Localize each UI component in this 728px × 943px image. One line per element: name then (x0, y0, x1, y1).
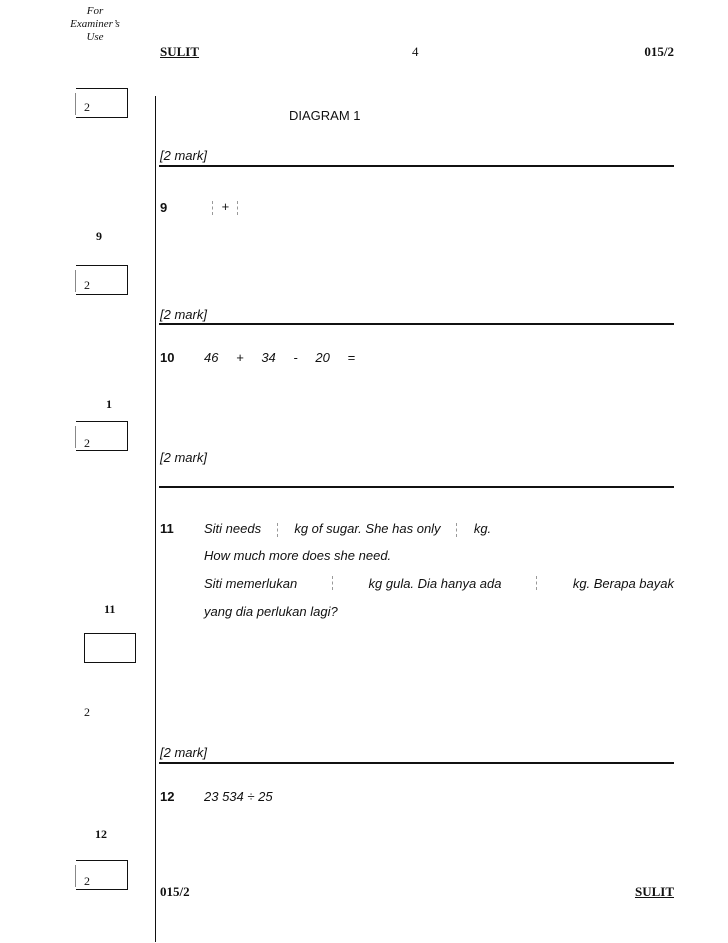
mark-label-3: [2 mark] (160, 450, 207, 465)
operator: - (293, 350, 298, 365)
margin-rule (155, 96, 156, 942)
header-sulit: SULIT (160, 44, 200, 59)
question-10-expression (204, 350, 355, 365)
text: Siti needs (204, 521, 262, 536)
mark-label-1: [2 mark] (160, 148, 207, 163)
question-9-expression (208, 199, 243, 215)
footer-paper-code: 015/2 (160, 884, 190, 899)
question-tag-9: 9 (96, 229, 102, 243)
answer-line-2 (159, 323, 674, 325)
answer-line-1 (159, 165, 674, 167)
question-tag-12: 12 (95, 827, 107, 841)
question-12-number: 12 (160, 789, 175, 804)
operand: 20 (315, 350, 330, 365)
text: kg gula. Dia hanya ada (368, 576, 502, 591)
score-box-4[interactable] (84, 633, 136, 663)
mark-label-2: [2 mark] (160, 307, 207, 322)
question-10-number: 10 (160, 350, 175, 365)
question-tag-10: 1 (106, 397, 112, 411)
operand: 46 (204, 350, 219, 365)
text: kg. Berapa bayak (572, 576, 674, 591)
answer-line-4 (159, 762, 674, 764)
text: kg of sugar. She has only (294, 521, 441, 536)
fraction-placeholder (332, 576, 334, 590)
footer-sulit: SULIT (634, 884, 674, 899)
text: Siti memerlukan (204, 576, 298, 591)
text: kg. (473, 521, 492, 536)
fraction-placeholder (536, 576, 538, 590)
examiner-line-2: Examiner’s (70, 18, 120, 30)
question-11-line-2: How much more does she need. (204, 548, 392, 563)
mark-label-4: [2 mark] (160, 745, 207, 760)
score-max-4: 2 (84, 705, 90, 719)
fraction-placeholder (212, 201, 214, 215)
plus-sign: + (221, 199, 230, 214)
examiner-line-1: For (86, 5, 104, 17)
examiner-line-3: Use (86, 31, 104, 43)
fraction-placeholder (237, 201, 239, 215)
score-max-2: 2 (84, 278, 90, 292)
diagram-label: DIAGRAM 1 (289, 108, 361, 123)
question-9-number: 9 (160, 200, 168, 215)
score-max-1: 2 (84, 100, 90, 114)
answer-line-3 (159, 486, 674, 488)
operator: + (236, 350, 244, 365)
examiner-use-label (60, 5, 130, 44)
score-max-5: 2 (84, 874, 90, 888)
header-paper-code: 015/2 (644, 44, 674, 59)
question-11-number: 11 (160, 521, 174, 536)
question-11-line-1 (204, 521, 491, 537)
fraction-placeholder (277, 523, 279, 537)
question-11-line-3 (204, 576, 674, 591)
header-page-number: 4 (412, 44, 419, 59)
fraction-placeholder (456, 523, 458, 537)
score-max-3: 2 (84, 436, 90, 450)
question-12-expression: 23 534 ÷ 25 (204, 789, 273, 804)
equals-sign: = (347, 350, 356, 365)
question-11-line-4: yang dia perlukan lagi? (204, 604, 338, 619)
operand: 34 (261, 350, 276, 365)
question-tag-11: 11 (104, 602, 116, 616)
